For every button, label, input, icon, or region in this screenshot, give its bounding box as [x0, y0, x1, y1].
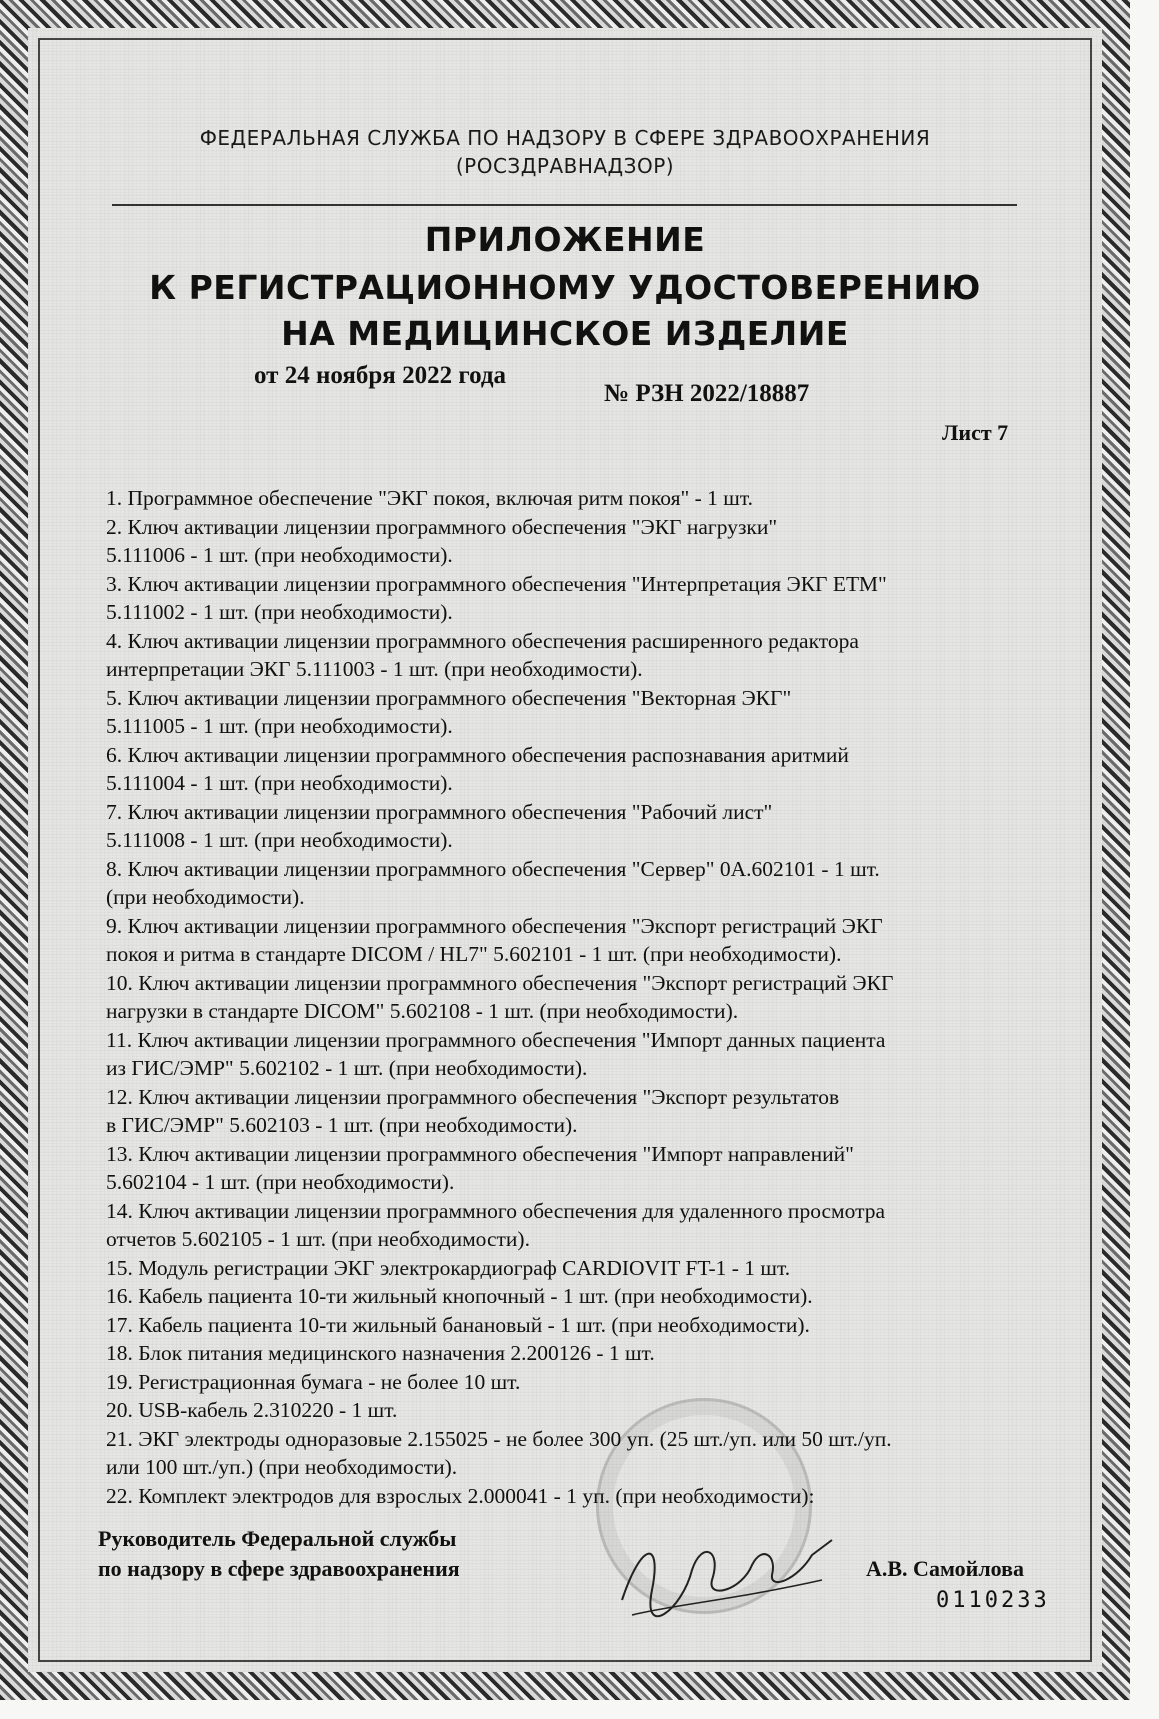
list-item: 3. Ключ активации лицензии программного обеспечения "Интерпретация ЭКГ ЕТМ" [106, 571, 887, 596]
issue-date: от 24 ноября 2022 года [254, 362, 506, 389]
form-serial-number: 0110233 [936, 1588, 1050, 1613]
list-item: 5.111006 - 1 шт. (при необходимости). [106, 543, 453, 567]
list-item: 16. Кабель пациента 10-ти жильный кнопочный - 1 шт. (при необходимости). [106, 1284, 813, 1308]
list-item: интерпретации ЭКГ 5.111003 - 1 шт. (при необходимости). [106, 657, 643, 681]
list-item: 17. Кабель пациента 10-ти жильный банановый - 1 шт. (при необходимости). [106, 1312, 810, 1337]
list-item: в ГИС/ЭМР" 5.602103 - 1 шт. (при необходимости). [106, 1113, 578, 1137]
list-item: 5.111004 - 1 шт. (при необходимости). [106, 771, 453, 795]
list-item: 2. Ключ активации лицензии программного обеспечения "ЭКГ нагрузки" [106, 514, 778, 539]
list-item: 5.111008 - 1 шт. (при необходимости). [106, 828, 453, 852]
list-item: 5.602104 - 1 шт. (при необходимости). [106, 1170, 455, 1194]
list-item: 21. ЭКГ электроды одноразовые 2.155025 - не более 300 уп. (25 шт./уп. или 50 шт./уп. [106, 1426, 892, 1451]
document-title-line2: К РЕГИСТРАЦИОННОМУ УДОСТОВЕРЕНИЮ [149, 268, 981, 307]
signatory-position-line2: по надзору в сфере здравоохранения [98, 1556, 460, 1581]
items-list [106, 484, 1026, 1510]
sheet-number: Лист 7 [942, 420, 1009, 445]
list-item: 12. Ключ активации лицензии программного обеспечения "Экспорт результатов [106, 1084, 840, 1109]
list-item: (при необходимости). [106, 885, 305, 909]
list-item: 8. Ключ активации лицензии программного обеспечения "Сервер" 0А.602101 - 1 шт. [106, 856, 880, 881]
list-item: или 100 шт./уп.) (при необходимости). [106, 1455, 458, 1479]
list-item: 13. Ключ активации лицензии программного обеспечения "Импорт направлений" [106, 1141, 854, 1166]
list-item: 22. Комплект электродов для взрослых 2.000041 - 1 уп. (при необходимости): [106, 1483, 815, 1508]
list-item: 4. Ключ активации лицензии программного обеспечения расширенного редактора [106, 628, 859, 653]
list-item: 11. Ключ активации лицензии программного обеспечения "Импорт данных пациента [106, 1027, 886, 1052]
list-item: 5. Ключ активации лицензии программного обеспечения "Векторная ЭКГ" [106, 685, 792, 710]
document-title-line1: ПРИЛОЖЕНИЕ [424, 220, 706, 259]
list-item: покоя и ритма в стандарте DICOM / HL7" 5.602101 - 1 шт. (при необходимости). [106, 942, 842, 966]
list-item: 9. Ключ активации лицензии программного обеспечения "Экспорт регистраций ЭКГ [106, 913, 883, 938]
list-item: нагрузки в стандарте DICOM" 5.602108 - 1 шт. (при необходимости). [106, 999, 739, 1023]
signatory-name: А.В. Самойлова [866, 1556, 1024, 1581]
agency-name: ФЕДЕРАЛЬНАЯ СЛУЖБА ПО НАДЗОРУ В СФЕРЕ ЗДРАВООХРАНЕНИЯ [199, 126, 931, 150]
list-item: 19. Регистрационная бумага - не более 10 шт. [106, 1369, 521, 1394]
list-item: 10. Ключ активации лицензии программного обеспечения "Экспорт регистраций ЭКГ [106, 970, 894, 995]
list-item: 5.111005 - 1 шт. (при необходимости). [106, 714, 453, 738]
list-item: из ГИС/ЭМР" 5.602102 - 1 шт. (при необходимости). [106, 1056, 588, 1080]
registration-number: № РЗН 2022/18887 [604, 380, 810, 407]
signatory-position-line1: Руководитель Федеральной службы [98, 1526, 457, 1551]
list-item: 5.111002 - 1 шт. (при необходимости). [106, 600, 453, 624]
signature-mark [612, 1520, 842, 1630]
agency-abbreviation: (РОСЗДРАВНАДЗОР) [455, 154, 675, 178]
header-divider [112, 204, 1017, 206]
list-item: 15. Модуль регистрации ЭКГ электрокардиограф CARDIOVIT FT-1 - 1 шт. [106, 1255, 791, 1280]
list-item: 6. Ключ активации лицензии программного обеспечения распознавания аритмий [106, 742, 849, 767]
document-title-line3: НА МЕДИЦИНСКОЕ ИЗДЕЛИЕ [281, 314, 849, 353]
list-item: 18. Блок питания медицинского назначения 2.200126 - 1 шт. [106, 1341, 655, 1365]
list-item: 1. Программное обеспечение "ЭКГ покоя, включая ритм покоя" - 1 шт. [106, 486, 753, 510]
list-item: 7. Ключ активации лицензии программного обеспечения "Рабочий лист" [106, 799, 773, 824]
list-item: отчетов 5.602105 - 1 шт. (при необходимости). [106, 1227, 530, 1251]
list-item: 14. Ключ активации лицензии программного обеспечения для удаленного просмотра [106, 1198, 886, 1223]
list-item: 20. USB-кабель 2.310220 - 1 шт. [106, 1398, 398, 1422]
